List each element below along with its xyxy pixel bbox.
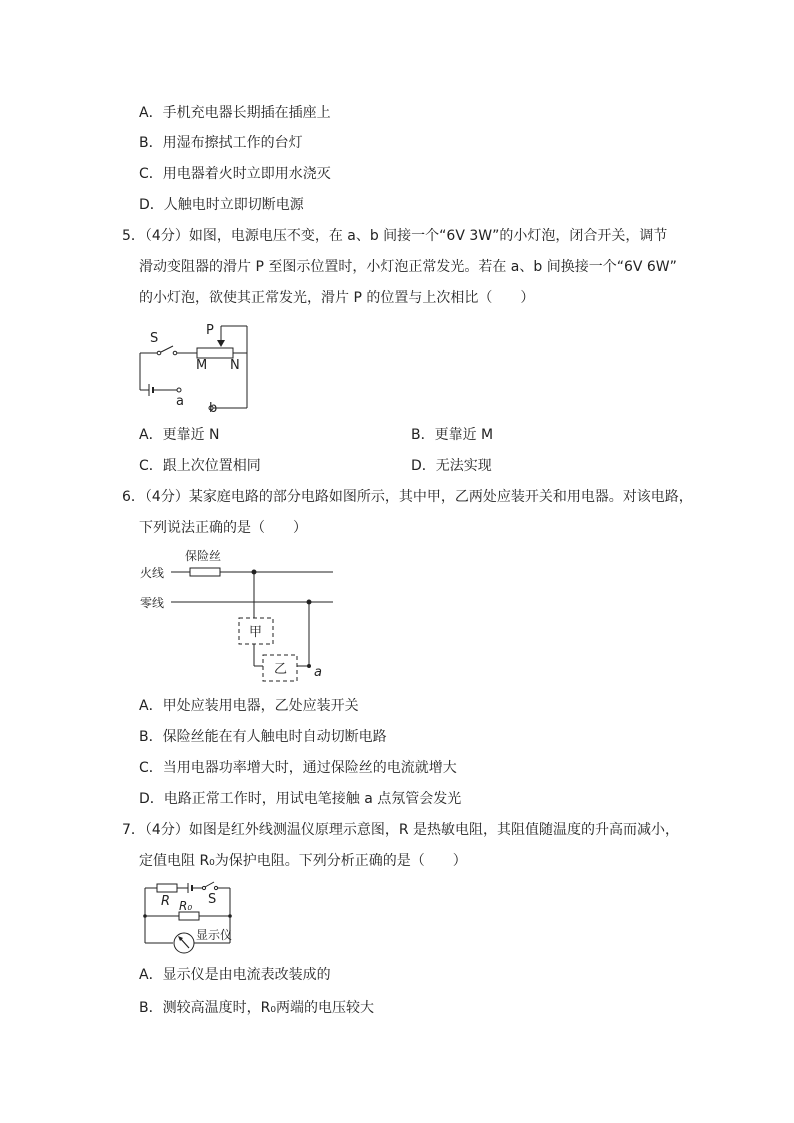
q5-label-p: P xyxy=(206,323,214,338)
q5-option-b: B．更靠近 M xyxy=(411,427,494,443)
q5-option-d: D．无法实现 xyxy=(411,458,492,474)
q5-label-n: N xyxy=(230,358,240,373)
q7-label-r0: R₀ xyxy=(179,899,193,913)
q6-option-a: A．甲处应装用电器，乙处应装开关 xyxy=(139,698,359,714)
q6-option-b: B．保险丝能在有人触电时自动切断电路 xyxy=(139,729,387,745)
q6-option-d: D．电路正常工作时，用试电笔接触 a 点氖管会发光 xyxy=(139,791,462,807)
q6-label-a: a xyxy=(314,665,322,680)
q5-stem-line-2: 滑动变阻器的滑片 P 至图示位置时，小灯泡正常发光。若在 a、b 间换接一个“6V 6W” xyxy=(139,259,677,275)
q6-label-jia: 甲 xyxy=(249,625,263,640)
q7-thermometer-circuit-figure xyxy=(140,878,240,958)
q5-label-a: a xyxy=(176,394,184,409)
q6-option-c: C．当用电器功率增大时，通过保险丝的电流就增大 xyxy=(139,760,457,776)
q7-option-a: A．显示仪是由电流表改装成的 xyxy=(139,967,331,983)
q5-option-c: C．跟上次位置相同 xyxy=(139,458,261,474)
q5-label-m: M xyxy=(196,358,208,373)
q5-label-s: S xyxy=(150,331,159,346)
q7-label-r: R xyxy=(161,894,171,909)
q6-household-circuit-figure xyxy=(135,545,340,690)
q4-option-b: B．用湿布擦拭工作的台灯 xyxy=(139,135,303,151)
q5-stem-line-3: 的小灯泡，欲使其正常发光，滑片 P 的位置与上次相比（ ） xyxy=(139,290,535,306)
q6-label-fuse: 保险丝 xyxy=(185,549,222,563)
q6-stem-line-2: 下列说法正确的是（ ） xyxy=(139,520,307,536)
q6-stem-line-1: 6．（4分）某家庭电路的部分电路如图所示，其中甲，乙两处应装开关和用电器。对该电路， xyxy=(122,489,693,505)
q6-label-live-wire: 火线 xyxy=(140,566,165,580)
q4-option-d: D．人触电时立即切断电源 xyxy=(139,197,304,213)
q7-stem-line-2: 定值电阻 R₀为保护电阻。下列分析正确的是（ ） xyxy=(139,853,467,869)
q7-label-display: 显示仪 xyxy=(196,928,233,942)
q6-label-yi: 乙 xyxy=(274,662,288,677)
q5-option-a: A．更靠近 N xyxy=(139,427,220,443)
q4-option-a: A．手机充电器长期插在插座上 xyxy=(139,105,331,121)
q4-option-c: C．用电器着火时立即用水浇灭 xyxy=(139,166,331,182)
q7-option-b: B．测较高温度时，R₀两端的电压较大 xyxy=(139,1000,374,1016)
q7-label-s: S xyxy=(208,892,217,907)
q5-stem-line-1: 5．（4分）如图，电源电压不变，在 a、b 间接一个“6V 3W”的小灯泡，闭合开关，调节 xyxy=(122,228,668,244)
q7-stem-line-1: 7．（4分）如图是红外线测温仪原理示意图，R 是热敏电阻，其阻值随温度的升高而减小， xyxy=(122,822,679,838)
q5-circuit-figure xyxy=(135,318,265,413)
q5-label-b: b xyxy=(209,401,218,413)
q6-label-neutral-wire: 零线 xyxy=(140,596,165,610)
